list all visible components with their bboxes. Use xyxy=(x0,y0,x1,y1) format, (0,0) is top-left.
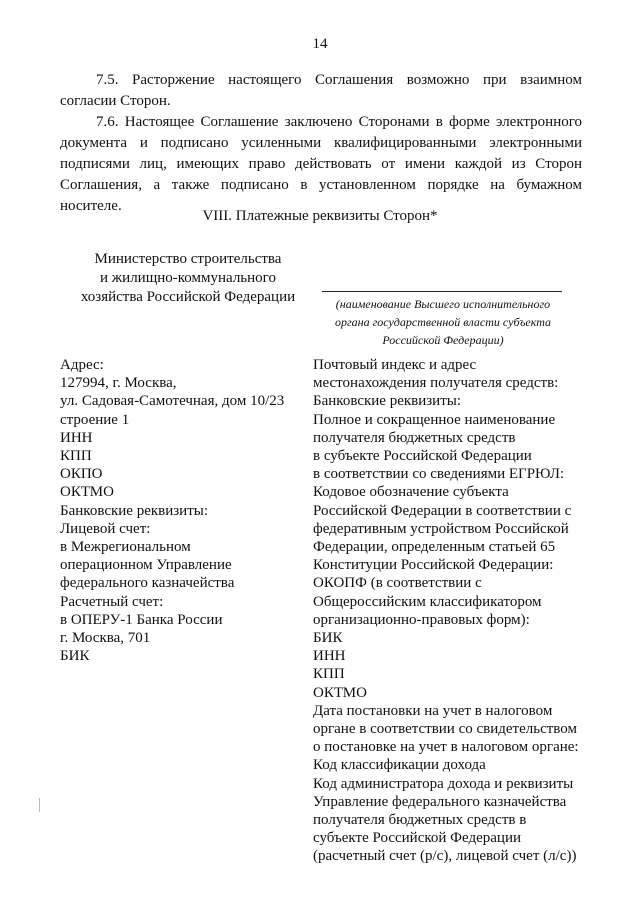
right-party-line: Управление федерального казначейства xyxy=(313,793,567,810)
left-party-line: Банковские реквизиты: xyxy=(60,502,209,519)
left-party-line: ОКПО xyxy=(60,466,103,483)
left-party-details xyxy=(60,356,305,665)
right-party-line: в соответствии со сведениями ЕГРЮЛ: xyxy=(313,466,565,483)
right-party-caption xyxy=(316,295,570,349)
left-party-name-line: хозяйства Российской Федерации xyxy=(80,289,296,305)
left-party-line: ул. Садовая-Самотечная, дом 10/23 xyxy=(60,393,285,410)
right-party-line: (расчетный счет (р/с), лицевой счет (л/с)) xyxy=(313,848,577,865)
left-party-line: Расчетный счет: xyxy=(60,593,164,610)
right-party-line: Код классификации дохода xyxy=(313,757,486,774)
left-party-line: БИК xyxy=(60,648,90,665)
right-party-caption-line: (наименование Высшего исполнительного xyxy=(335,297,551,311)
right-party-line: в субъекте Российской Федерации xyxy=(313,448,532,465)
right-party-caption-line: Российской Федерации) xyxy=(382,333,504,347)
left-party-line: ОКТМО xyxy=(60,484,114,501)
right-party-line: БИК xyxy=(313,630,343,647)
right-party-line: федеративным устройством Российской xyxy=(313,520,569,537)
right-party-line: Почтовый индекс и адрес xyxy=(313,357,477,373)
left-party-line: операционном Управление xyxy=(60,557,232,574)
paragraph-7-6: 7.6. Настоящее Соглашение заключено Сторонами в форме электронного документа и подписано усиленными квалифицированными электронными подписями лиц, имеющих право действовать от имени каждой из Сторон Соглашения, а также подписано в установленном порядке на бумажном носителе. xyxy=(60,114,582,214)
left-party-line: КПП xyxy=(60,448,92,465)
paragraph-7-5: 7.5. Расторжение настоящего Соглашения возможно при взаимном согласии Сторон. xyxy=(60,72,582,109)
right-party-line: Банковские реквизиты: xyxy=(313,393,462,410)
left-party-name-line: и жилищно-коммунального xyxy=(100,270,276,286)
right-party-line: Кодовое обозначение субъекта xyxy=(313,484,509,501)
left-party-line: в ОПЕРУ-1 Банка России xyxy=(60,611,223,628)
left-party-line: 127994, г. Москва, xyxy=(60,375,177,392)
right-party-line: организационно-правовых форм): xyxy=(313,611,530,628)
right-party-signature-line xyxy=(322,291,562,292)
left-party-line: Лицевой счет: xyxy=(60,520,151,537)
margin-mark xyxy=(39,798,40,812)
right-party-caption-line: органа государственной власти субъекта xyxy=(334,315,552,329)
left-party-line: федерального казначейства xyxy=(60,575,235,592)
page-number: 14 xyxy=(312,36,328,52)
right-party-line: Полное и сокращенное наименование xyxy=(313,411,556,428)
right-party-line: Дата постановки на учет в налоговом xyxy=(313,702,553,719)
right-party-line: КПП xyxy=(313,666,345,683)
right-party-line: получателя бюджетных средств в xyxy=(313,812,527,829)
right-party-line: ОКТМО xyxy=(313,684,367,701)
right-party-line: Российской Федерации в соответствии с xyxy=(313,502,572,519)
left-party-line: в Межрегиональном xyxy=(60,539,191,556)
right-party-line: Федерации, определенным статьей 65 xyxy=(313,539,556,556)
left-party-line: строение 1 xyxy=(60,411,130,428)
right-party-line: ОКОПФ (в соответствии с xyxy=(313,575,482,592)
left-party-line: ИНН xyxy=(60,429,93,446)
left-party-name-line: Министерство строительства xyxy=(94,251,282,267)
right-party-line: Общероссийским классификатором xyxy=(313,593,542,610)
right-party-line: получателя бюджетных средств xyxy=(313,429,516,446)
right-party-line: местонахождения получателя средств: xyxy=(313,375,559,392)
right-party-line: субъекте Российской Федерации xyxy=(313,830,522,847)
right-party-details xyxy=(313,356,588,866)
left-party-line: Адрес: xyxy=(60,357,104,373)
right-party-line: о постановке на учет в налоговом органе: xyxy=(313,739,579,756)
left-party-name xyxy=(60,250,316,307)
right-party-line: Конституции Российской Федерации: xyxy=(313,557,554,574)
section-title: VIII. Платежные реквизиты Сторон* xyxy=(202,208,438,224)
right-party-line: органе в соответствии со свидетельством xyxy=(313,721,577,738)
right-party-line: ИНН xyxy=(313,648,346,665)
right-party-line: Код администратора дохода и реквизиты xyxy=(313,775,574,792)
left-party-line: г. Москва, 701 xyxy=(60,630,151,647)
